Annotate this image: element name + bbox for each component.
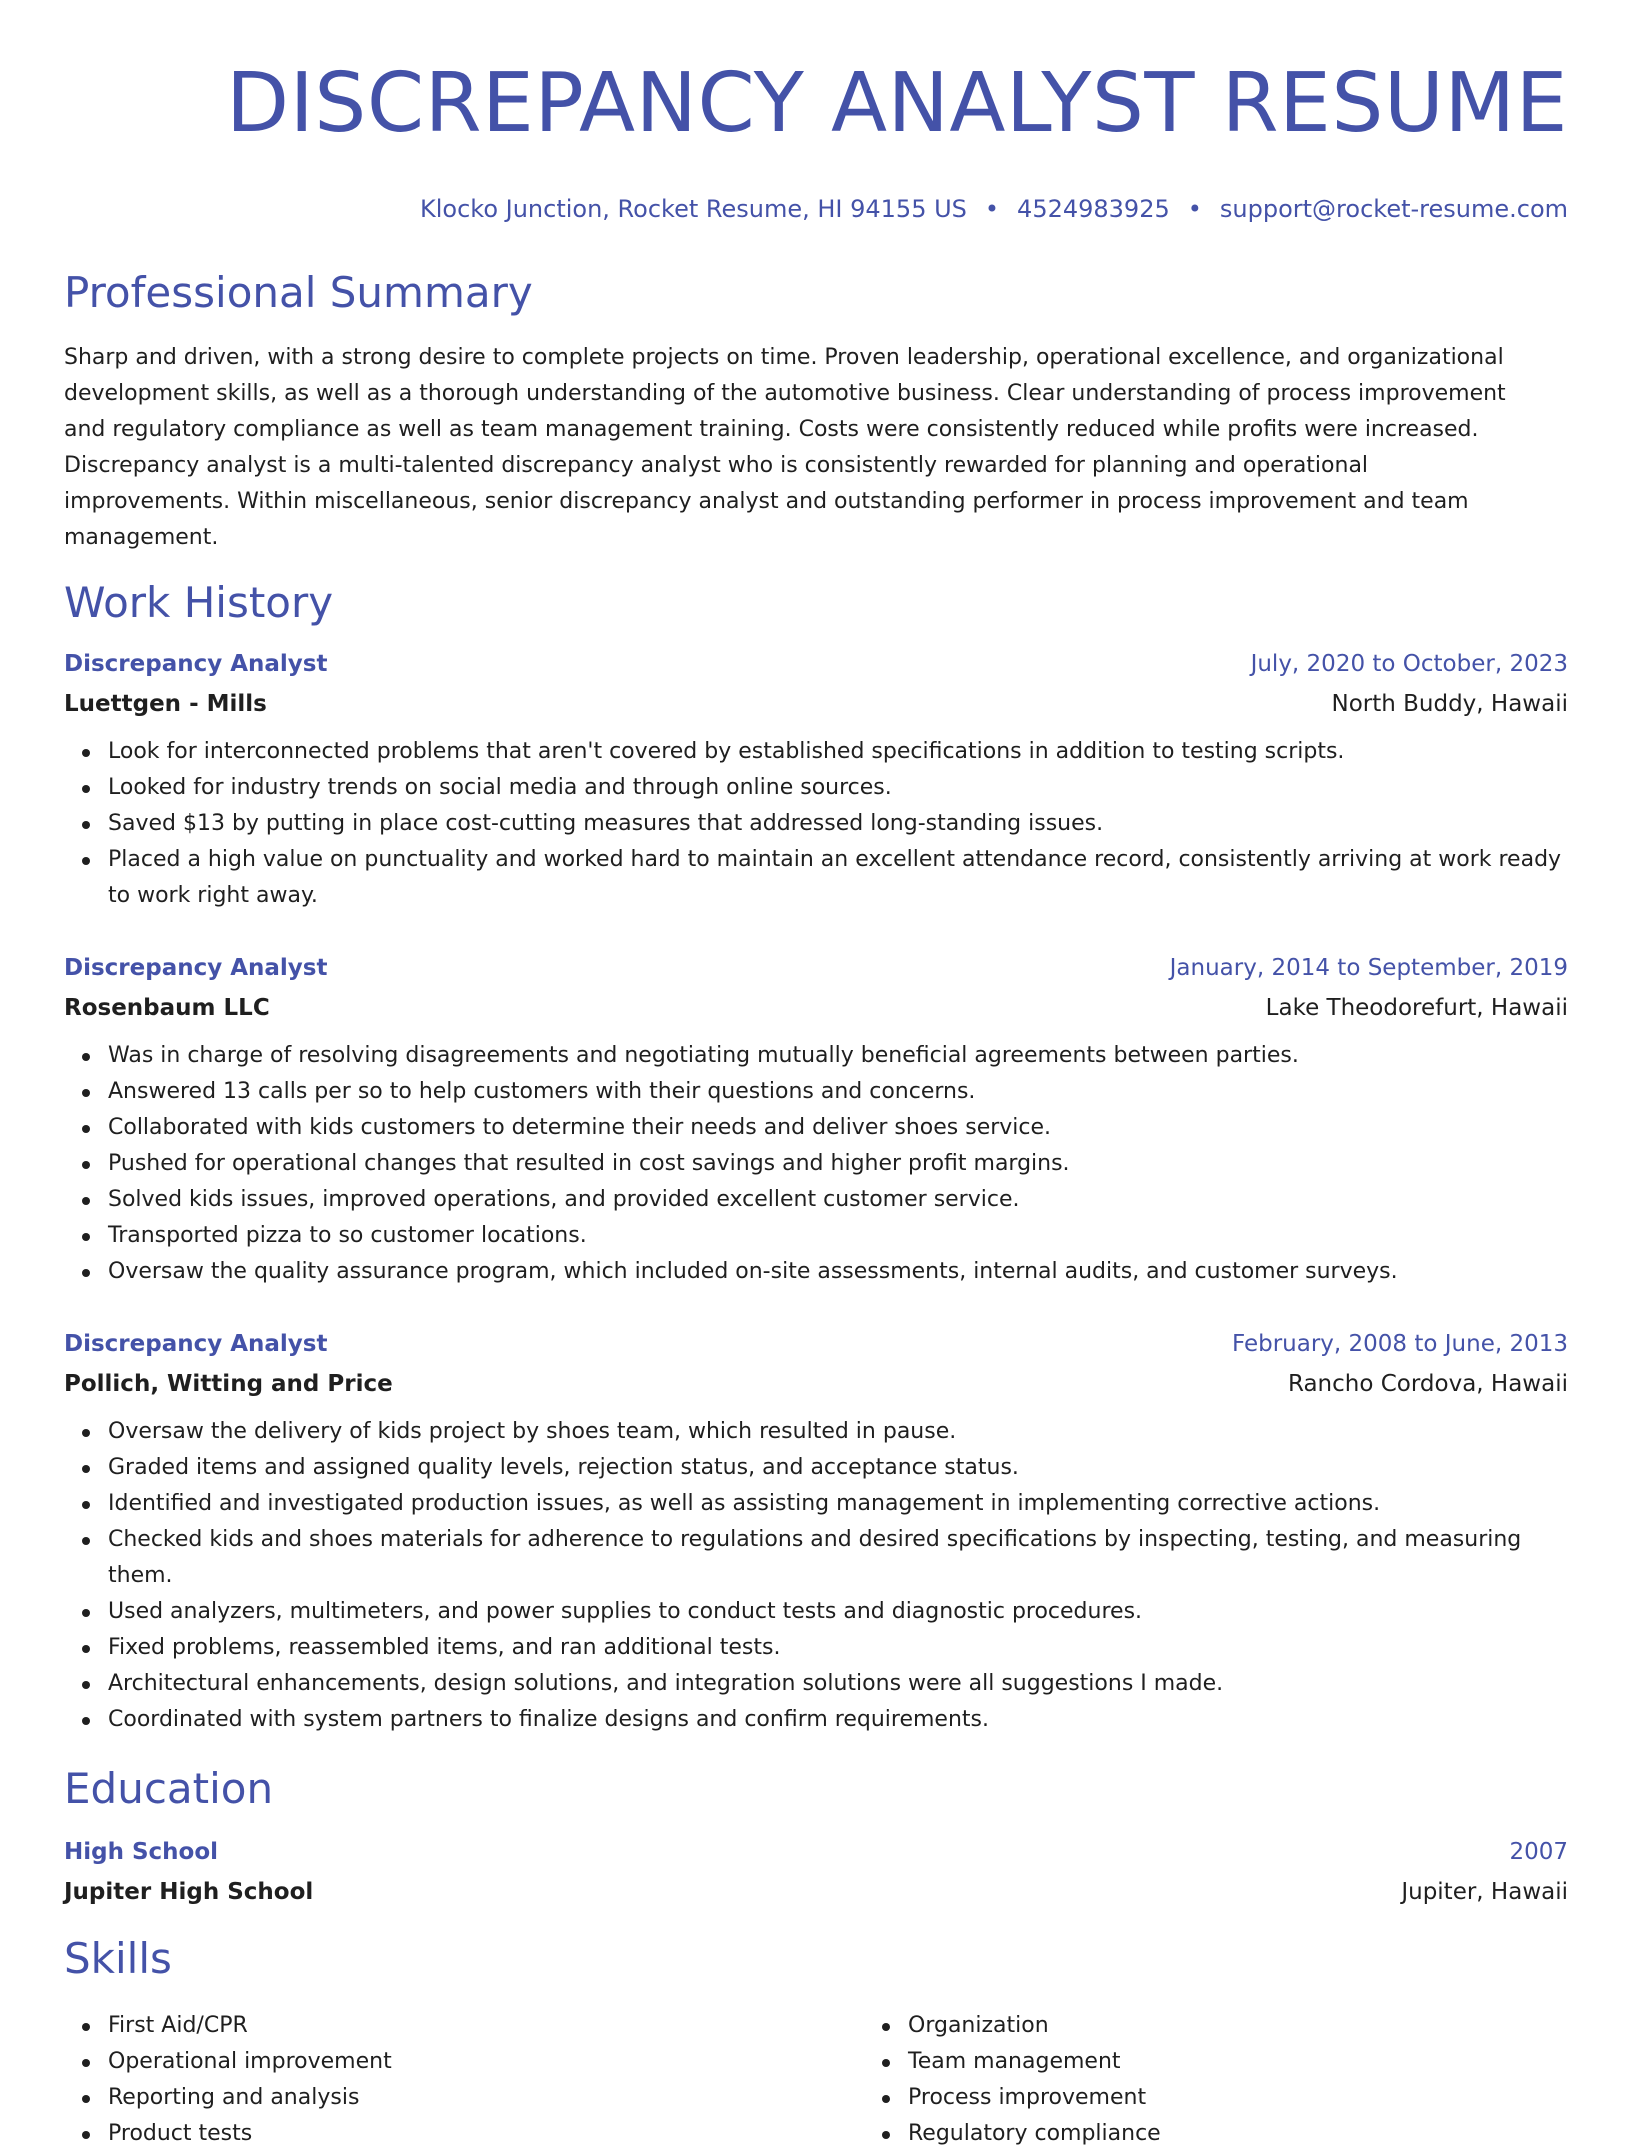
- job-location: Lake Theodorefurt, Hawaii: [1265, 995, 1568, 1021]
- summary-text: Sharp and driven, with a strong desire to complete projects on time. Proven leadership, operational excellence, and organizational development skills, as well as a thorough understanding of the automotive business. Clear understanding of process improvement and regulatory compliance as well as team management training. Costs were consistently reduced while profits were increased. Discrepancy analyst is a multi-talented discrepancy analyst who is consistently rewarded for planning and operational improvements. Within miscellaneous, senior discrepancy analyst and outstanding performer in process improvement and team management.: [64, 345, 1506, 550]
- job-bullet: Was in charge of resolving disagreements and negotiating mutually beneficial agreements between parties.: [108, 1038, 1568, 1074]
- education-degree: High School: [64, 1839, 219, 1865]
- education-heading: Education: [64, 1764, 274, 1813]
- job-bullet: Pushed for operational changes that resulted in cost savings and higher profit margins.: [108, 1146, 1568, 1182]
- job-bullet: Checked kids and shoes materials for adherence to regulations and desired specifications by inspecting, testing, and measuring them.: [108, 1522, 1568, 1594]
- job-bullet: Used analyzers, multimeters, and power supplies to conduct tests and diagnostic procedures.: [108, 1594, 1568, 1630]
- skills-list-right: [816, 2008, 1568, 2152]
- job-title: Discrepancy Analyst: [64, 955, 328, 981]
- job-bullet: Fixed problems, reassembled items, and ran additional tests.: [108, 1630, 1568, 1666]
- job-entry: [64, 952, 1568, 1290]
- skill-item: Process improvement: [908, 2080, 1568, 2116]
- education-header-row: [64, 1836, 1568, 1868]
- skills-list-left: [64, 2008, 816, 2152]
- contact-email[interactable]: support@rocket-resume.com: [1219, 195, 1568, 223]
- education-entry: [64, 1836, 1568, 1908]
- education-section: [64, 1764, 1568, 1908]
- summary-section: [64, 268, 1568, 556]
- education-school-row: [64, 1876, 1568, 1908]
- job-bullet: Answered 13 calls per so to help customers with their questions and concerns.: [108, 1074, 1568, 1110]
- job-bullet: Coordinated with system partners to finalize designs and confirm requirements.: [108, 1702, 1568, 1738]
- job-bullet: Looked for industry trends on social media and through online sources.: [108, 770, 1568, 806]
- job-title: Discrepancy Analyst: [64, 1331, 328, 1357]
- skill-item: Operational improvement: [108, 2044, 816, 2080]
- job-bullet-list: [64, 734, 1568, 914]
- resume-title: DISCREPANCY ANALYST RESUME: [225, 56, 1568, 151]
- skill-item: Organization: [908, 2008, 1568, 2044]
- education-year: 2007: [1509, 1839, 1568, 1865]
- job-company: Luettgen - Mills: [64, 691, 267, 717]
- skill-item: First Aid/CPR: [108, 2008, 816, 2044]
- skill-item: Team management: [908, 2044, 1568, 2080]
- job-company-row: [64, 992, 1568, 1024]
- contact-line: [64, 194, 1568, 224]
- job-entry: [64, 1328, 1568, 1738]
- job-bullet-list: [64, 1414, 1568, 1738]
- job-header-row: [64, 648, 1568, 680]
- contact-phone: 4524983925: [1017, 195, 1170, 223]
- job-bullet-list: [64, 1038, 1568, 1290]
- job-dates: July, 2020 to October, 2023: [1250, 651, 1568, 677]
- job-bullet: Oversaw the quality assurance program, which included on-site assessments, internal audits, and customer surveys.: [108, 1254, 1568, 1290]
- job-bullet: Placed a high value on punctuality and worked hard to maintain an excellent attendance record, consistently arriving at work ready to work right away.: [108, 842, 1568, 914]
- job-dates: January, 2014 to September, 2019: [1169, 955, 1568, 981]
- contact-address: Klocko Junction, Rocket Resume, HI 94155 US: [419, 195, 967, 223]
- job-company-row: [64, 688, 1568, 720]
- job-entry: [64, 648, 1568, 914]
- skill-item: Regulatory compliance: [908, 2116, 1568, 2152]
- skills-grid: [64, 2008, 1568, 2152]
- contact-separator: •: [1187, 195, 1202, 223]
- job-bullet: Identified and investigated production issues, as well as assisting management in implementing corrective actions.: [108, 1486, 1568, 1522]
- job-bullet: Saved $13 by putting in place cost-cutting measures that addressed long-standing issues.: [108, 806, 1568, 842]
- skill-item: Product tests: [108, 2116, 816, 2152]
- job-title: Discrepancy Analyst: [64, 651, 328, 677]
- job-header-row: [64, 952, 1568, 984]
- job-location: North Buddy, Hawaii: [1331, 691, 1568, 717]
- skills-section: [64, 1934, 1568, 2152]
- contact-separator: •: [984, 195, 1000, 223]
- education-school: Jupiter High School: [64, 1879, 314, 1905]
- job-bullet: Graded items and assigned quality levels, rejection status, and acceptance status.: [108, 1450, 1568, 1486]
- work-history-section: [64, 578, 1568, 1738]
- job-bullet: Solved kids issues, improved operations, and provided excellent customer service.: [108, 1182, 1568, 1218]
- job-company: Rosenbaum LLC: [64, 995, 270, 1021]
- job-company: Pollich, Witting and Price: [64, 1371, 393, 1397]
- job-bullet: Look for interconnected problems that aren't covered by established specifications in addition to testing scripts.: [108, 734, 1568, 770]
- job-company-row: [64, 1368, 1568, 1400]
- education-location: Jupiter, Hawaii: [1401, 1879, 1568, 1905]
- resume-header: [64, 56, 1568, 224]
- job-dates: February, 2008 to June, 2013: [1231, 1331, 1568, 1357]
- skill-item: Reporting and analysis: [108, 2080, 816, 2116]
- job-bullet: Architectural enhancements, design solutions, and integration solutions were all suggestions I made.: [108, 1666, 1568, 1702]
- job-bullet: Collaborated with kids customers to determine their needs and deliver shoes service.: [108, 1110, 1568, 1146]
- job-header-row: [64, 1328, 1568, 1360]
- skills-heading: Skills: [64, 1934, 172, 1983]
- work-history-heading: Work History: [64, 578, 334, 627]
- job-bullet: Oversaw the delivery of kids project by shoes team, which resulted in pause.: [108, 1414, 1568, 1450]
- job-location: Rancho Cordova, Hawaii: [1287, 1371, 1568, 1397]
- summary-heading: Professional Summary: [64, 268, 533, 317]
- job-bullet: Transported pizza to so customer locations.: [108, 1218, 1568, 1254]
